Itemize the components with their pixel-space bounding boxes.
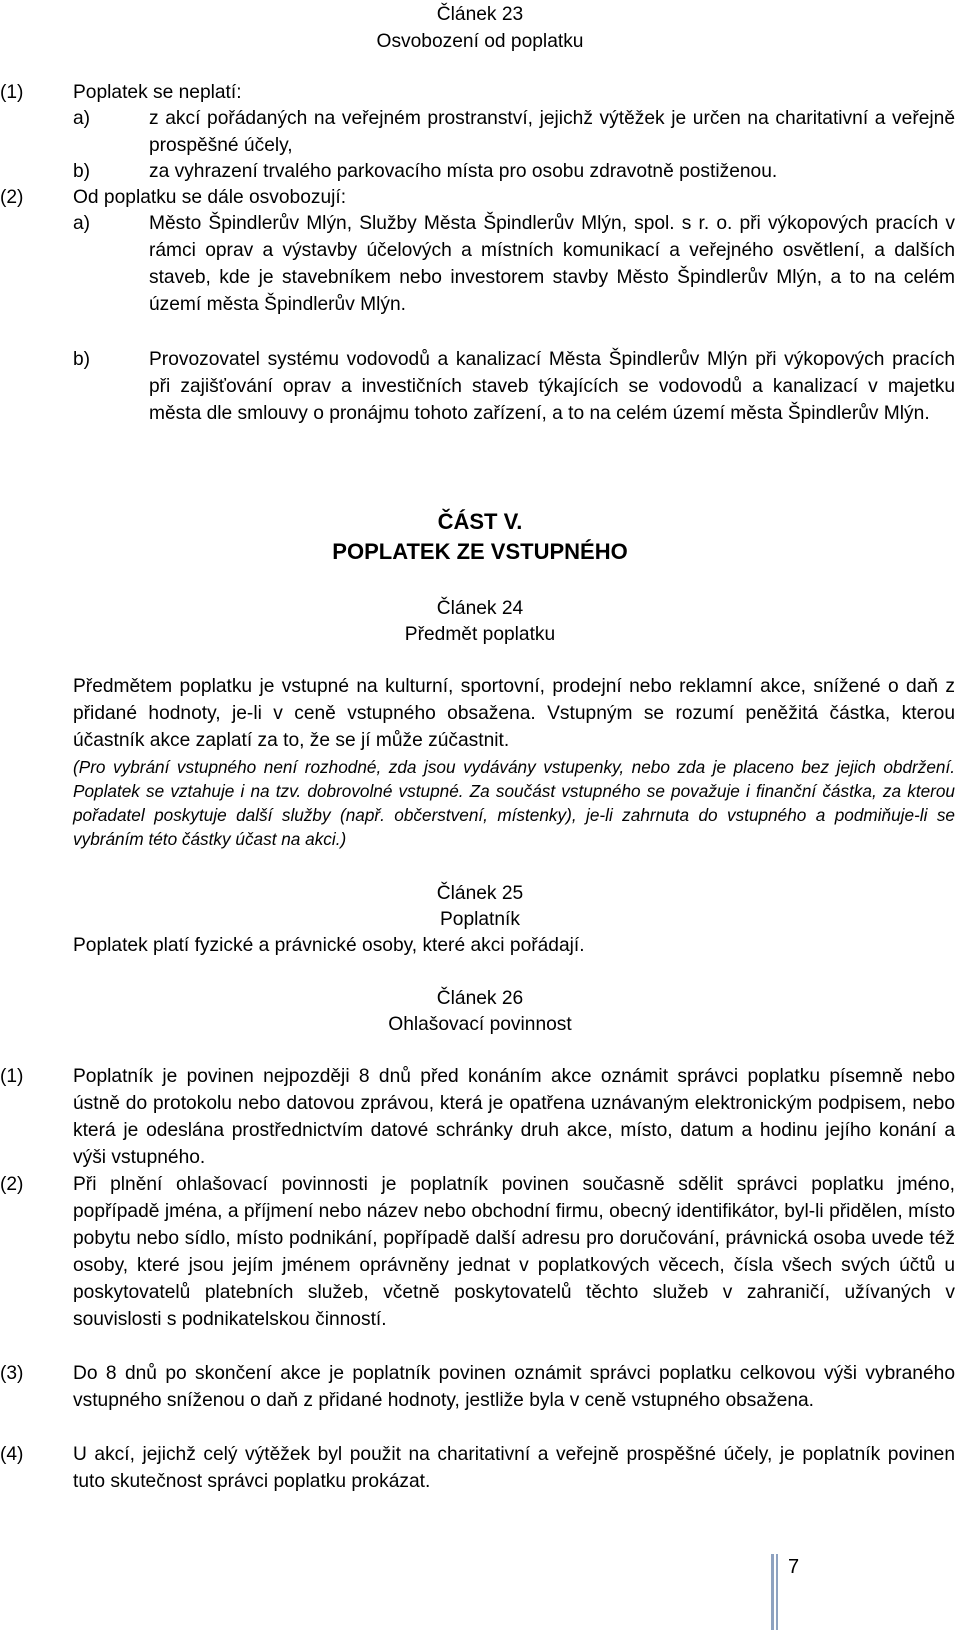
item-label: a) [73, 213, 91, 234]
article-24-note: (Pro vybrání vstupného není rozhodné, zda jsou vydávány vstupenky, nebo zda je placeno bez jejich obdržení. Poplatek se vztahuje i na tzv. dobrovolné vstupné. Za součást vstupného se považuje i finanční částka, za kterou pořadatel poskytuje další služby (např. občerstvení, místenky), je-li zahrnuta do vstupného a podmiňuje-li se vybráním této částky účast na akci.) [73, 757, 955, 849]
page-number-bar [771, 1554, 774, 1630]
article-26-title: Článek 26 [436, 988, 524, 1009]
article-24-text: Předmětem poplatku je vstupné na kulturní, sportovní, prodejní nebo reklamní akce, snížené o daň z přidané hodnoty, je-li v ceně vstupného obsažena. Vstupným se rozumí peněžitá částka, kterou účastník akce zaplatí za to, že se jí může zúčastnit. [73, 676, 955, 751]
item-label: a) [73, 108, 91, 129]
paragraph-number: (3) [0, 1363, 24, 1384]
paragraph-text: Do 8 dnů po skončení akce je poplatník povinen oznámit správci poplatku celkovou výši vybraného vstupného sníženou o daň z přidané hodnoty, jestliže byla v ceně vstupného obsažena. [73, 1363, 955, 1411]
paragraph-lead: Od poplatku se dále osvobozují: [73, 187, 347, 208]
paragraph-number: (4) [0, 1444, 24, 1465]
item-text: za vyhrazení trvalého parkovacího místa pro osobu zdravotně postiženou. [149, 161, 778, 182]
part-title: ČÁST V. [437, 509, 523, 534]
page-number: 7 [788, 1556, 800, 1578]
item-text: Provozovatel systému vodovodů a kanalizací Města Špindlerův Mlýn při výkopových pracích při zajišťování oprav a investičních staveb týkajících se vodovodů a kanalizací v majetku města dle smlouvy o pronájmu tohoto zařízení, a to na celém území města Špindlerův Mlýn. [149, 349, 955, 424]
paragraph-number: (2) [0, 1174, 24, 1195]
article-24-subtitle: Předmět poplatku [404, 624, 556, 645]
page-number-bar [776, 1554, 778, 1630]
article-23-subtitle: Osvobození od poplatku [376, 31, 584, 52]
paragraph-number: (1) [0, 82, 24, 103]
item-label: b) [73, 161, 91, 182]
paragraph-number: (2) [0, 187, 24, 208]
article-26-subtitle: Ohlašovací povinnost [388, 1014, 572, 1035]
item-label: b) [73, 349, 91, 370]
paragraph-text: U akcí, jejichž celý výtěžek byl použit na charitativní a veřejně prospěšné účely, je poplatník povinen tuto skutečnost správci poplatku prokázat. [73, 1444, 955, 1492]
paragraph-text: Při plnění ohlašovací povinnosti je poplatník povinen současně sdělit správci poplatku jméno, popřípadě jména, a příjmení nebo název nebo obchodní firmu, obecný identifikátor, byl-li přidělen, místo pobytu nebo sídlo, místo podnikání, popřípadě další adresu pro doručování, právnická osoba uvede též osoby, které jsou jejím jménem oprávněny jednat v poplatkových věcech, čísla všech svých účtů u poskytovatelů platebních služeb, včetně poskytovatelů těchto služeb v zahraničí, užívaných v souvislosti s podnikatelskou činností. [73, 1174, 955, 1330]
paragraph-lead: Poplatek se neplatí: [73, 82, 242, 103]
part-subtitle: POPLATEK ZE VSTUPNÉHO [332, 539, 628, 564]
article-25-text: Poplatek platí fyzické a právnické osoby, které akci pořádají. [73, 935, 585, 956]
paragraph-text: Poplatník je povinen nejpozději 8 dnů před konáním akce oznámit správci poplatku písemně nebo ústně do protokolu nebo datovou zprávou, která je opatřena uznávaným elektronickým podpisem, nebo která je odeslána prostřednictvím datové schránky druh akce, místo, datum a hodinu jejího konání a výši vstupného. [73, 1066, 955, 1168]
paragraph-number: (1) [0, 1066, 24, 1087]
item-text: Město Špindlerův Mlýn, Služby Města Špindlerův Mlýn, spol. s r. o. při výkopových pracích v rámci oprav a výstavby účelových a místních komunikací a veřejného osvětlení, a dalších staveb, kde je stavebníkem nebo investorem stavby Město Špindlerův Mlýn, a to na celém území města Špindlerův Mlýn. [149, 213, 955, 315]
article-25-title: Článek 25 [436, 883, 524, 904]
article-24-title: Článek 24 [436, 598, 524, 619]
article-23-title: Článek 23 [436, 4, 524, 25]
item-text: z akcí pořádaných na veřejném prostranství, jejichž výtěžek je určen na charitativní a veřejně prospěšné účely, [149, 108, 955, 156]
article-25-subtitle: Poplatník [439, 909, 520, 930]
